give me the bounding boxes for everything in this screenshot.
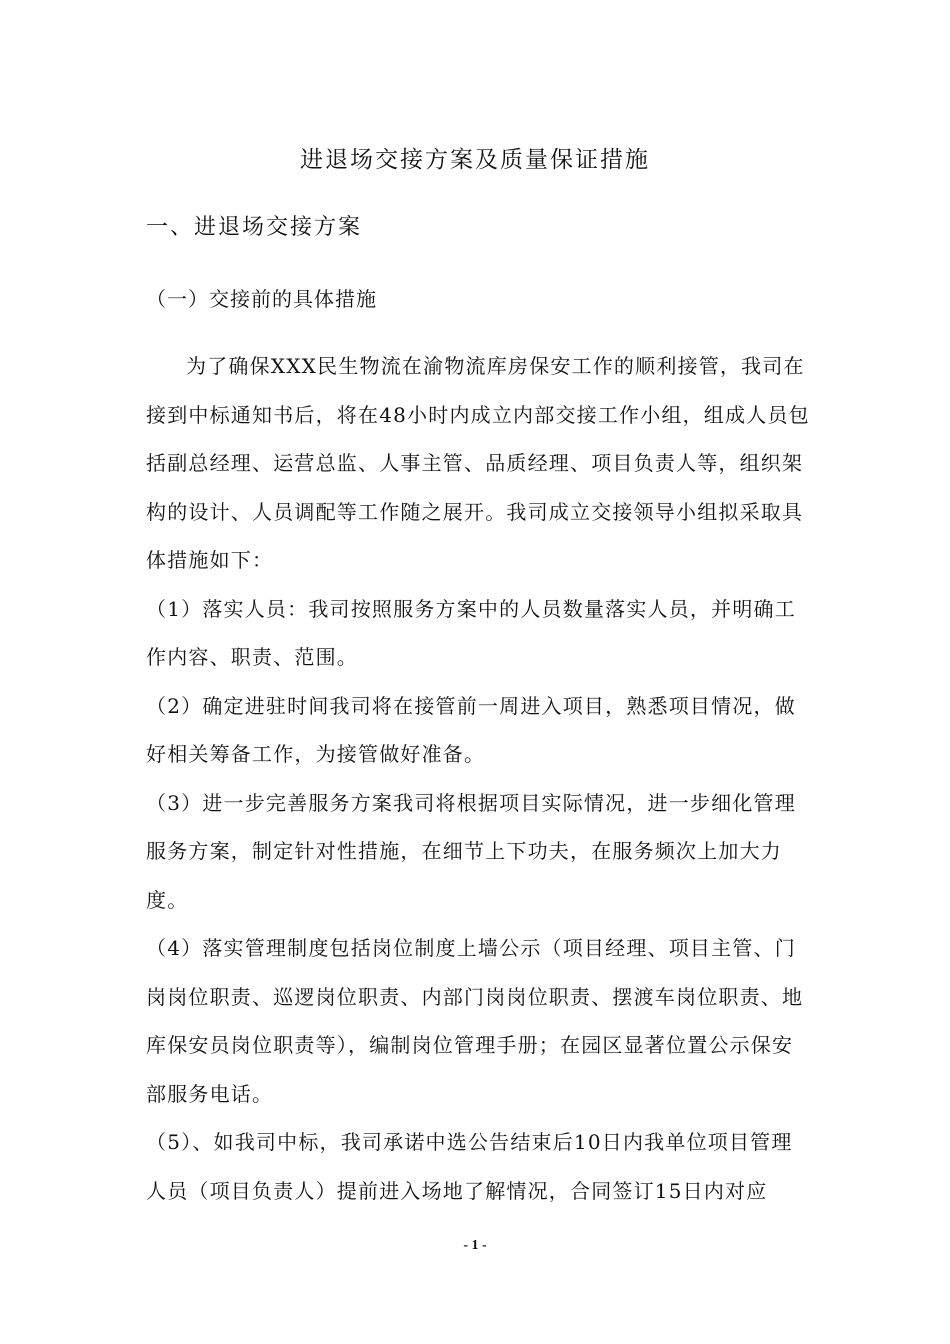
section-heading: 一、进退场交接方案 [146, 215, 363, 240]
measure-paragraph-2: （2）确定进驻时间我司将在接管前一周进入项目，熟悉项目情况，做好相关筹备工作，为接管做好准备。 [146, 693, 796, 766]
document-body [146, 342, 811, 1215]
measure-paragraph-1: （1）落实人员：我司按照服务方案中的人员数量落实人员，并明确工作内容、职责、范围。 [146, 596, 796, 669]
measure-paragraph-5: （5）、如我司中标，我司承诺中选公告结束后10日内我单位项目管理人员（项目负责人）提前进入场地了解情况，合同签订15日内对应 [146, 1130, 793, 1203]
measure-paragraph-4: （4）落实管理制度包括岗位制度上墙公示（项目经理、项目主管、门岗岗位职责、巡逻岗位职责、内部门岗岗位职责、摆渡车岗位职责、地库保安员岗位职责等），编制岗位管理手册；在园区显著位置公示保安部服务电话。 [146, 936, 804, 1106]
subsection-heading: （一）交接前的具体措施 [146, 287, 377, 311]
document-title: 进退场交接方案及质量保证措施 [300, 147, 650, 173]
page-number: - 1 - [463, 1238, 487, 1253]
intro-paragraph: 为了确保XXX民生物流在渝物流库房保安工作的顺利接管，我司在接到中标通知书后，将在48小时内成立内部交接工作小组，组成人员包括副总经理、运营总监、人事主管、品质经理、项目负责人等，组织架构的设计、人员调配等工作随之展开。我司成立交接领导小组拟采取具体措施如下： [146, 354, 810, 572]
measure-paragraph-3: （3）进一步完善服务方案我司将根据项目实际情况，进一步细化管理服务方案，制定针对性措施，在细节上下功夫，在服务频次上加大力度。 [146, 790, 796, 912]
